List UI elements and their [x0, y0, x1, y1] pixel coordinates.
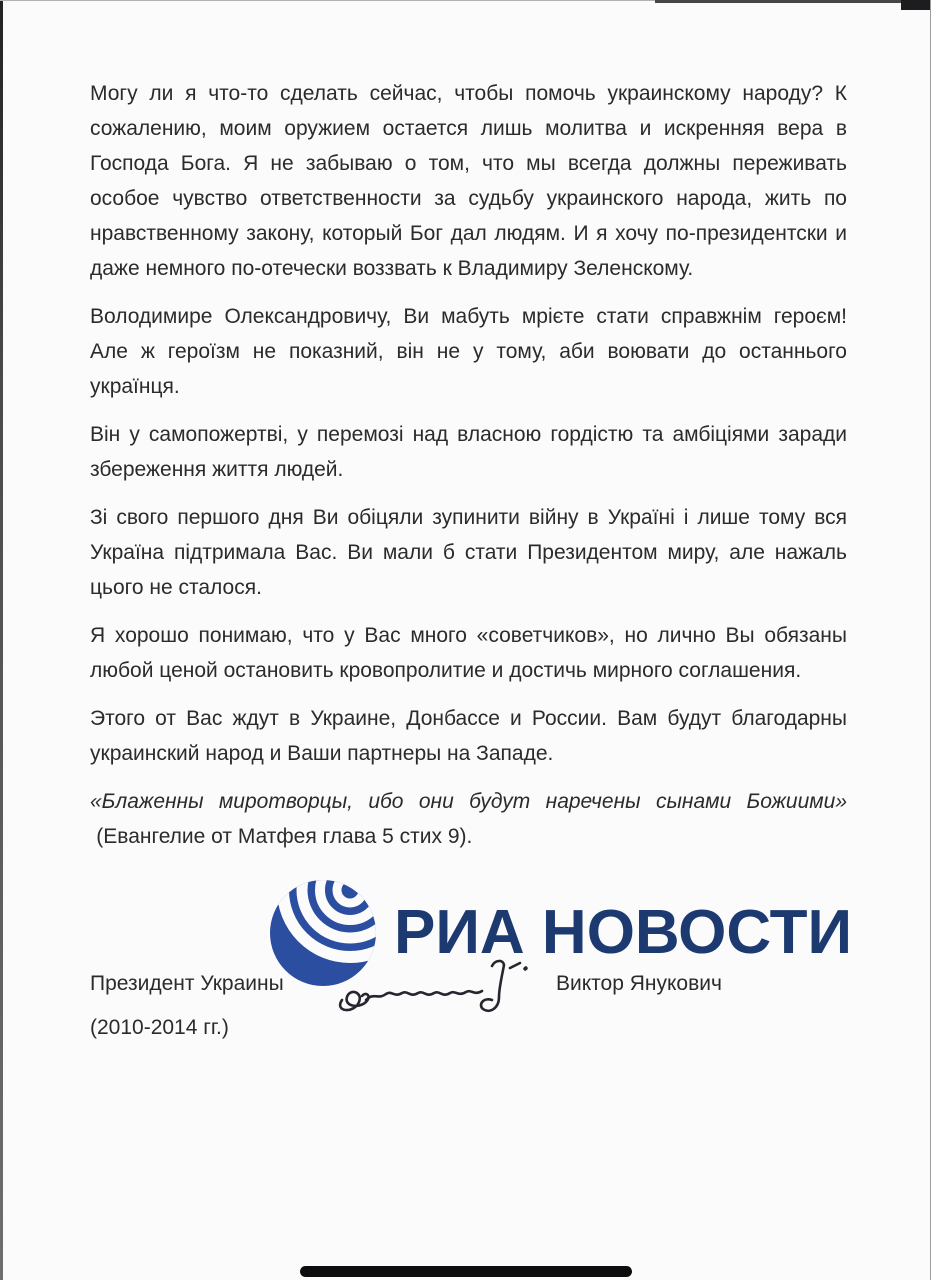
- scripture-quote-text: «Блаженны миротворцы, ибо они будут наречены сынами Божиими»: [90, 790, 847, 813]
- scan-corner-top-right: [901, 0, 931, 10]
- signer-title: Президент Украины: [90, 972, 284, 995]
- letter-paragraph-5: Я хорошо понимаю, что у Вас много «советчиков», но лично Вы обязаны любой ценой остановить кровопролитие и достичь мирного соглашения.: [90, 624, 847, 682]
- scan-edge-top-dark: [655, 0, 931, 3]
- home-indicator-bar[interactable]: [300, 1266, 632, 1277]
- signer-years: (2010-2014 гг.): [90, 1016, 229, 1039]
- ria-novosti-wordmark: РИА НОВОСТИ: [394, 898, 853, 967]
- scan-edge-left: [0, 0, 3, 1280]
- letter-paragraph-2: Володимире Олександровичу, Ви мабуть мрієте стати справжнім героєм! Але ж героїзм не показний, він не у тому, аби воювати до останнього українця.: [90, 305, 847, 398]
- scripture-quote: [90, 784, 847, 854]
- letter-paragraph-1: Могу ли я что-то сделать сейчас, чтобы помочь украинскому народу? К сожалению, моим оружием остается лишь молитва и искренняя вера в Господа Бога. Я не забываю о том, что мы всегда должны переживать особое чувство ответственности за судьбу украинского народа, жить по нравственному закону, который Бог дал людям. И я хочу по-президентски и даже немного по-отечески воззвать к Владимиру Зеленскому.: [90, 82, 847, 280]
- letter-paragraph-6: Этого от Вас ждут в Украине, Донбассе и России. Вам будут благодарны украинский народ и Ваши партнеры на Западе.: [90, 707, 847, 765]
- signer-name: Виктор Янукович: [556, 972, 722, 995]
- letter-body: [90, 76, 847, 867]
- letter-paragraph-4: Зі свого першого дня Ви обіцяли зупинити війну в Україні і лише тому вся Україна підтримала Вас. Ви мали б стати Президентом миру, але нажаль цього не сталося.: [90, 506, 847, 599]
- signature-handwriting: [332, 956, 547, 1020]
- letter-paragraph-3: Він у самопожертві, у перемозі над власною гордістю та амбіціями заради збереження життя людей.: [90, 423, 847, 481]
- scripture-quote-citation: (Евангелие от Матфея глава 5 стих 9).: [96, 825, 473, 848]
